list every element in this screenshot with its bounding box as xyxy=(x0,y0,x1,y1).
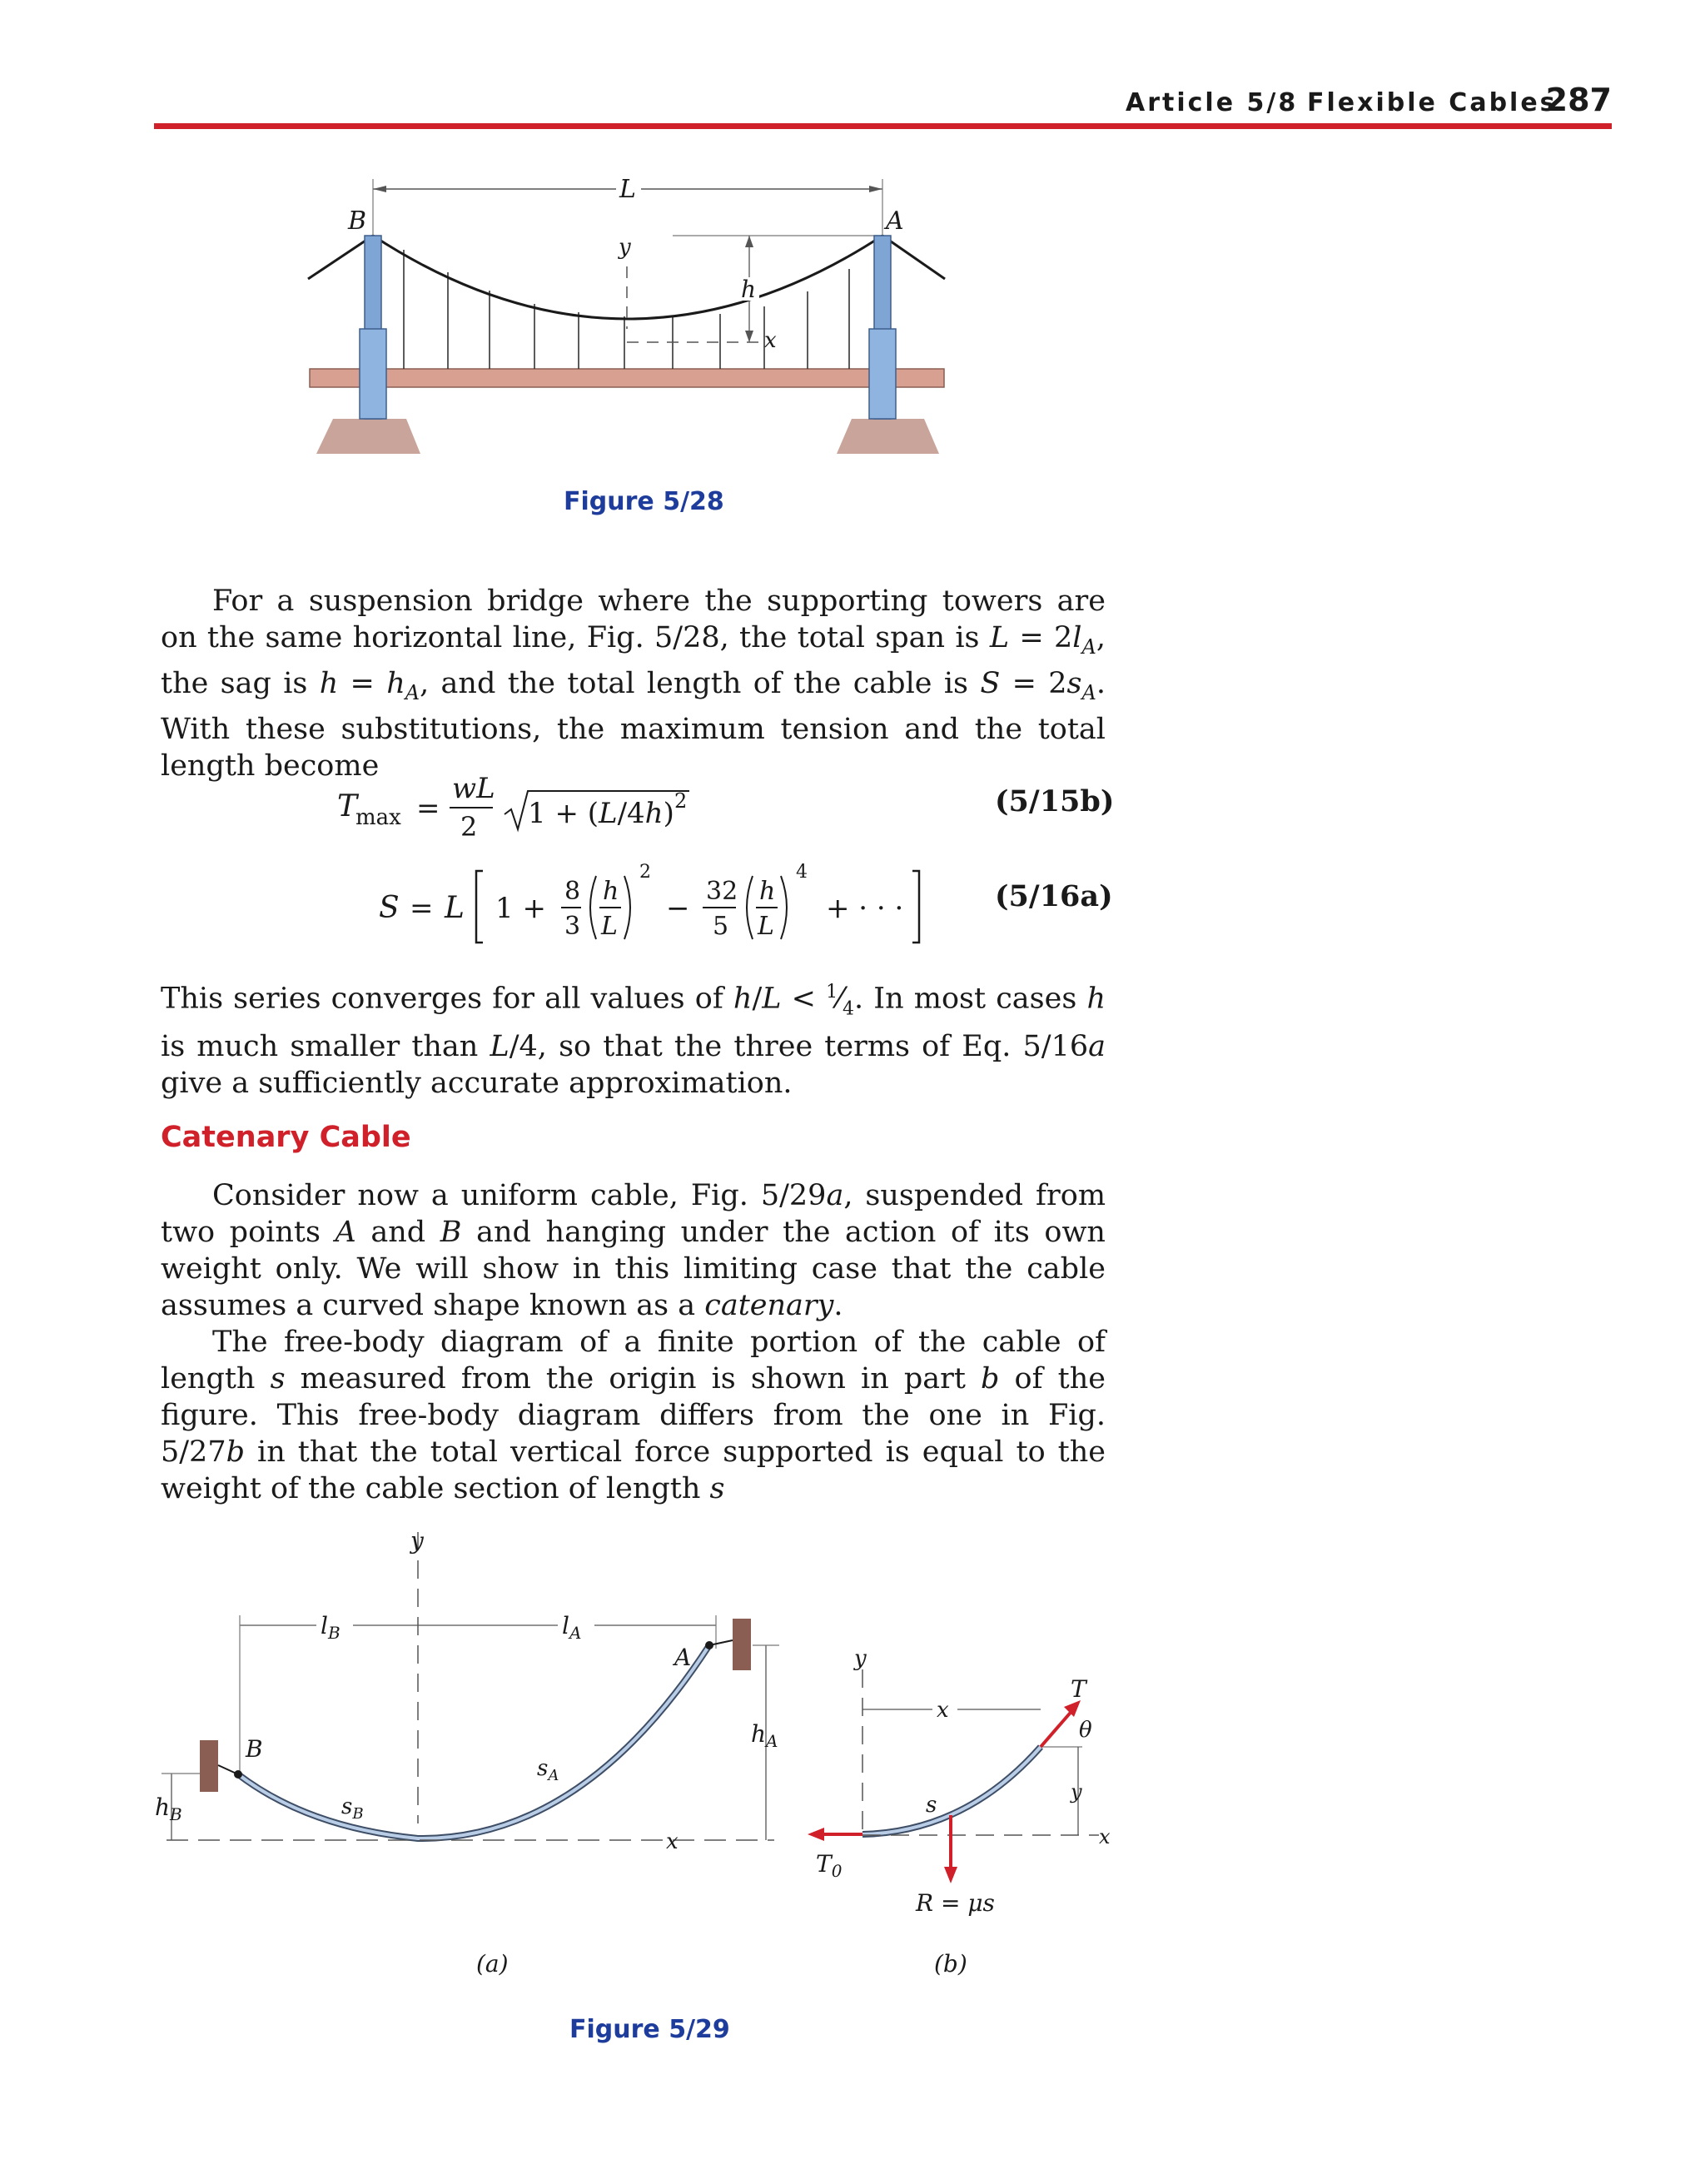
svg-text:2: 2 xyxy=(460,811,478,841)
svg-text:=: = xyxy=(416,792,440,825)
fig529-part-a: (a) xyxy=(476,1950,509,1978)
svg-text:wL: wL xyxy=(452,772,495,805)
fig529b-label-s: s xyxy=(926,1793,937,1818)
svg-text:L: L xyxy=(601,912,618,941)
fig529-label-B: B xyxy=(246,1735,263,1763)
figure-5-28-caption: Figure 5/28 xyxy=(564,487,724,516)
header-rule xyxy=(154,123,1612,129)
article-label: Article 5/8 xyxy=(1126,88,1299,117)
fig529b-label-y-dim: y xyxy=(1071,1780,1082,1803)
fig529b-label-x: x xyxy=(1099,1825,1111,1848)
fig529-label-lB: $l_B$ xyxy=(321,1612,341,1643)
svg-text:2: 2 xyxy=(639,862,651,883)
figure-5-29-caption: Figure 5/29 xyxy=(569,2015,730,2044)
fig529-label-A: A xyxy=(674,1644,692,1671)
equation-number-5-15b: (5/15b) xyxy=(995,784,1115,818)
equation-number-5-16a: (5/16a) xyxy=(995,879,1113,913)
fig529b-label-theta: θ xyxy=(1079,1718,1092,1743)
label-x: x xyxy=(764,328,777,353)
fig529-label-hB: $h_B$ xyxy=(155,1793,182,1824)
running-header xyxy=(1126,82,1612,122)
label-A: A xyxy=(886,206,904,236)
svg-text:+ · · ·: + · · · xyxy=(826,892,904,925)
svg-text:2: 2 xyxy=(674,789,688,813)
label-L: L xyxy=(619,175,636,204)
label-y: y xyxy=(619,235,631,260)
svg-text:L: L xyxy=(445,891,465,925)
chapter-title: Flexible Cables xyxy=(1307,88,1558,117)
label-h: h xyxy=(741,276,757,303)
svg-text:8: 8 xyxy=(564,877,581,906)
fig529-label-sB: $s_B$ xyxy=(341,1794,364,1823)
svg-text:h: h xyxy=(603,877,619,906)
svg-text:3: 3 xyxy=(564,912,581,941)
page-number: 287 xyxy=(1545,82,1612,118)
paragraph-3: Consider now a uniform cable, Fig. 5/29a, suspended from two points A and B and hanging under the action of its own weight only. We will show in this limiting case that the cable assumes a curved shape known as a catenary. The free-body diagram of a finite portion of the cable of length s measured from the origin is shown in part b of the figure. This free-body diagram differs from the one in Fig. 5/27b in that the total vertical force supported is equal to the weight of the cable section of length s xyxy=(161,1179,1106,1505)
svg-text:32: 32 xyxy=(706,877,738,906)
label-B: B xyxy=(348,206,367,236)
svg-text:L: L xyxy=(758,912,774,941)
section-heading: Catenary Cable xyxy=(161,1121,411,1154)
fig529b-label-R: R = μs xyxy=(916,1889,995,1917)
svg-text:1 +: 1 + xyxy=(495,892,546,925)
fig529-label-lA: $l_A$ xyxy=(562,1612,582,1643)
fig529-label-x: x xyxy=(666,1829,679,1854)
equation-5-15b xyxy=(333,766,799,841)
fig529b-label-T: T xyxy=(1071,1675,1086,1703)
fig529-label-y: y xyxy=(410,1527,424,1555)
figure-5-29 xyxy=(150,1524,1149,1990)
svg-text:−: − xyxy=(666,892,690,925)
svg-text:max: max xyxy=(355,805,401,830)
svg-text:1 + (L/4h): 1 + (L/4h) xyxy=(528,797,674,830)
figure-5-28 xyxy=(300,171,966,470)
fig529-label-hA: $h_A$ xyxy=(751,1720,778,1751)
svg-text:h: h xyxy=(759,877,776,906)
paragraph-2: This series converges for all values of $h/L < ^1⁄_4$. In most cases h is much smaller than L/4, so that the three terms of Eq. 5/16a give a sufficiently accurate approximation. xyxy=(161,982,1106,1100)
fig529b-label-x-dim: x xyxy=(937,1698,949,1723)
paragraph-1: For a suspension bridge where the supporting towers are on the same horizontal line, Fig. 5/28, the total span is $L = 2l_A$, the sag is $h = h_A$, and the total length of the cable is $S = 2s_A$. With these substitutions, the maximum tension and the total length become xyxy=(161,585,1106,783)
svg-text:S: S xyxy=(379,891,400,925)
svg-text:=: = xyxy=(410,892,434,925)
equation-5-16a xyxy=(375,858,941,958)
fig529-label-sA: $s_A$ xyxy=(537,1756,559,1784)
fig529-part-b: (b) xyxy=(934,1950,967,1978)
fig529b-label-y: y xyxy=(854,1646,867,1671)
svg-text:5: 5 xyxy=(713,912,729,941)
svg-text:T: T xyxy=(337,789,358,823)
fig529b-label-T0: $T_0$ xyxy=(816,1850,843,1881)
svg-text:4: 4 xyxy=(796,862,808,883)
